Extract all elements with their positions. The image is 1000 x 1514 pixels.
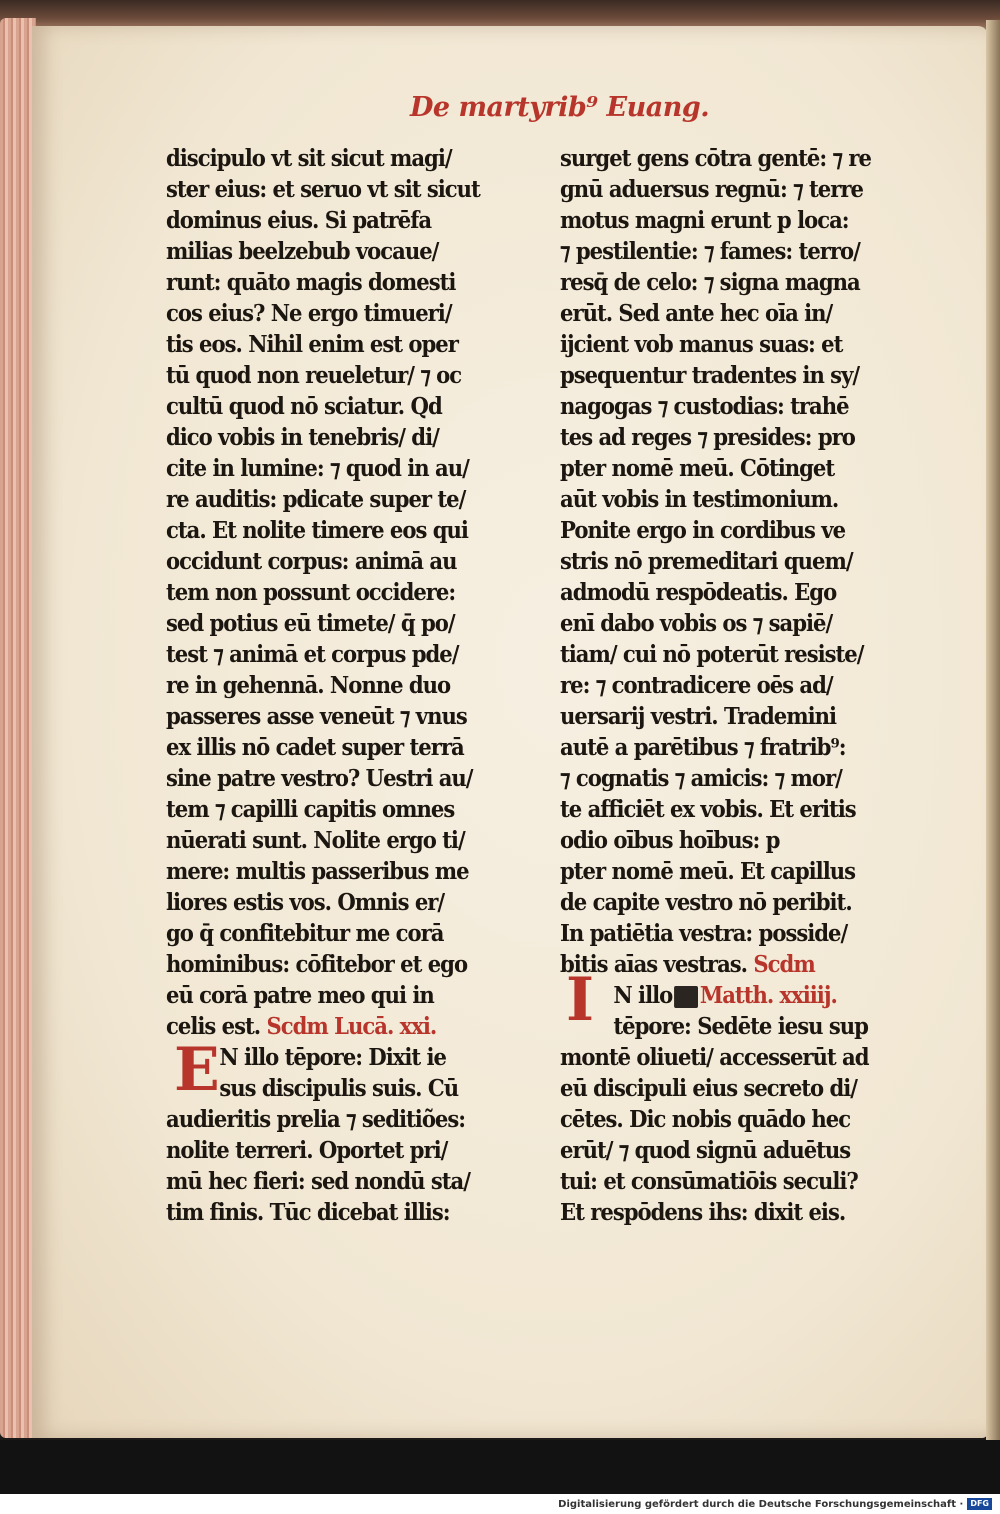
text-line: nolite terreri. Oportet pri/ <box>166 1137 448 1164</box>
text-line: mū hec fieri: sed nondū sta/ <box>166 1168 470 1195</box>
text-line: stris nō premeditari quem/ <box>560 548 853 575</box>
text-line: pter nomē meū. Cōtinget <box>560 455 835 482</box>
rubric-matthaeus: Matth. xxiiij. <box>699 982 837 1009</box>
text-line: milias beelzebub vocaue/ <box>166 238 439 265</box>
text-line: re: ⁊ contradicere oēs ad/ <box>560 672 833 699</box>
text-line: dico vobis in tenebris/ di/ <box>166 424 439 451</box>
text-line <box>560 949 871 980</box>
text-line: tim finis. Tūc dicebat illis: <box>166 1199 450 1226</box>
text-line: admodū respōdeatis. Ego <box>560 579 837 606</box>
running-heading: De martyrib⁹ Euang. <box>410 92 710 123</box>
text-line: tiam/ cui nō poterūt resiste/ <box>560 641 864 668</box>
text-line: cultū quod nō sciatur. Qd <box>166 393 442 420</box>
text-line: dominus eius. Si patrēfa <box>166 207 432 234</box>
text-line: nūerati sunt. Nolite ergo ti/ <box>166 827 465 854</box>
text-line: montē oliueti/ accesserūt ad <box>560 1044 869 1071</box>
text-line: pter nomē meū. Et capillus <box>560 858 856 885</box>
scan-bottom-bar <box>0 1440 1000 1494</box>
text-line: tis eos. Nihil enim est oper <box>166 331 458 358</box>
rubric-lucas: Scdm Lucā. xxi. <box>266 1013 437 1040</box>
text-fragment: celis est. <box>166 1013 261 1040</box>
text-line: Ponite ergo in cordibus ve <box>560 517 846 544</box>
text-line: nagogas ⁊ custodias: trahē <box>560 393 849 420</box>
text-line: cētes. Dic nobis quādo hec <box>560 1106 851 1133</box>
text-line: ster eius: et seruo vt sit sicut <box>166 176 480 203</box>
ink-smudge <box>674 986 698 1008</box>
text-line: Et respōdens ihs: dixit eis. <box>560 1199 846 1226</box>
page-edge-left <box>0 18 36 1438</box>
text-line: enī dabo vobis os ⁊ sapiē/ <box>560 610 833 637</box>
text-line: In patiētia vestra: posside/ <box>560 920 848 947</box>
text-line: motus magni erunt p loca: <box>560 207 849 234</box>
text-line: uersarij vestri. Trademini <box>560 703 837 730</box>
text-line: odio oībus hoībus: p <box>560 827 780 854</box>
text-line: sine patre vestro? Uestri au/ <box>166 765 473 792</box>
text-line: cite in lumine: ⁊ quod in au/ <box>166 455 469 482</box>
text-fragment: bitis aīas vestras. <box>560 951 748 978</box>
text-line: sus discipulis suis. Cū <box>219 1075 459 1102</box>
text-line: gnū aduersus regnū: ⁊ terre <box>560 176 863 203</box>
footer-text: Digitalisierung gefördert durch die Deutsche Forschungsgemeinschaft · <box>558 1498 964 1510</box>
text-line <box>560 980 871 1011</box>
right-column <box>560 143 898 1228</box>
text-line: test ⁊ animā et corpus pde/ <box>166 641 459 668</box>
text-line: re auditis: pdicate super te/ <box>166 486 466 513</box>
text-line: ⁊ cognatis ⁊ amicis: ⁊ mor/ <box>560 765 842 792</box>
text-line: resq̄ de celo: ⁊ signa magna <box>560 269 860 296</box>
text-line: erūt. Sed ante hec oīa in/ <box>560 300 833 327</box>
text-line: eū discipuli eius secreto di/ <box>560 1075 858 1102</box>
text-line: erūt/ ⁊ quod signū aduētus <box>560 1137 851 1164</box>
text-line: de capite vestro nō peribit. <box>560 889 852 916</box>
dfg-logo: DFG <box>967 1498 992 1510</box>
initial-letter-right: I <box>566 965 595 1035</box>
text-line: te afficiēt ex vobis. Et eritis <box>560 796 856 823</box>
text-line: passeres asse veneūt ⁊ vnus <box>166 703 467 730</box>
footer <box>0 1494 1000 1514</box>
initial-letter-left: E <box>174 1035 220 1105</box>
text-fragment: N illo <box>613 982 673 1009</box>
text-line: tem ⁊ capilli capitis omnes <box>166 796 455 823</box>
text-line: sed potius eū timete/ q̄ po/ <box>166 610 455 637</box>
text-line: tēpore: Sedēte iesu sup <box>613 1013 868 1040</box>
text-line: ⁊ pestilentie: ⁊ fames: terro/ <box>560 238 860 265</box>
text-line: mere: multis passeribus me <box>166 858 469 885</box>
text-line: cta. Et nolite timere eos qui <box>166 517 468 544</box>
rubric-scdm: Scdm <box>753 951 815 978</box>
text-line: surget gens cōtra gentē: ⁊ re <box>560 145 871 172</box>
text-line: N illo tēpore: Dixit ie <box>219 1044 447 1071</box>
text-line: audieritis prelia ⁊ seditiões: <box>166 1106 466 1133</box>
text-line: discipulo vt sit sicut magi/ <box>166 145 452 172</box>
text-line: tū quod non reueletur/ ⁊ oc <box>166 362 462 389</box>
text-line: re in gehennā. Nonne duo <box>166 672 451 699</box>
text-line: ijcient vob manus suas: et <box>560 331 843 358</box>
text-line: ex illis nō cadet super terrā <box>166 734 464 761</box>
text-line: runt: quāto magis domesti <box>166 269 456 296</box>
text-line: tem non possunt occidere: <box>166 579 456 606</box>
text-line: tui: et consūmatiōis seculi? <box>560 1168 858 1195</box>
text-line: autē a parētibus ⁊ fratrib⁹: <box>560 734 846 761</box>
text-line: go q̄ confitebitur me corā <box>166 920 444 947</box>
text-line: occidunt corpus: animā au <box>166 548 457 575</box>
text-line: tes ad reges ⁊ presides: pro <box>560 424 855 451</box>
text-line: liores estis vos. Omnis er/ <box>166 889 445 916</box>
text-line: psequentur tradentes in sy/ <box>560 362 860 389</box>
text-line: aūt vobis in testimonium. <box>560 486 839 513</box>
text-line: hominibus: cōfitebor et ego <box>166 951 468 978</box>
page-edge-right <box>986 20 1000 1440</box>
text-line: eū corā patre meo qui in <box>166 982 434 1009</box>
text-line: cos eius? Ne ergo timueri/ <box>166 300 452 327</box>
